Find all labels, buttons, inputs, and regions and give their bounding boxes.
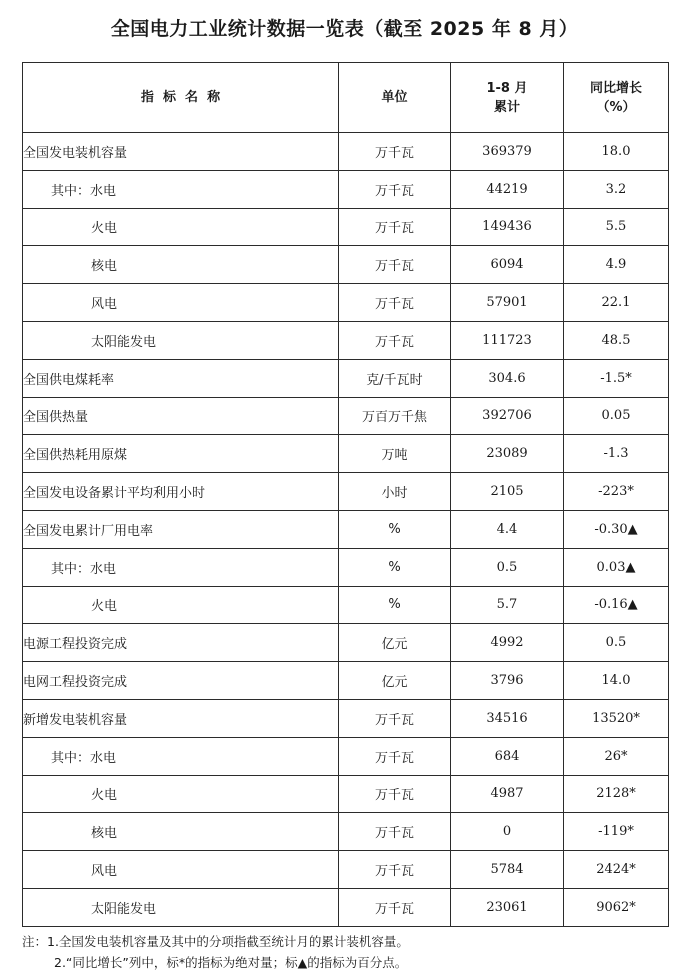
table-row [23, 284, 669, 322]
row-value: 34516 [451, 699, 564, 737]
footnote-1: 注：1.全国发电装机容量及其中的分项指截至统计月的累计装机容量。 [22, 934, 409, 949]
table-row [23, 851, 669, 889]
row-name: 核电 [23, 813, 339, 851]
row-value: 4992 [451, 624, 564, 662]
table-row [23, 170, 669, 208]
row-value: 4.4 [451, 510, 564, 548]
row-name: 风电 [23, 851, 339, 889]
row-yoy: -0.30▲ [564, 510, 669, 548]
row-yoy: 3.2 [564, 170, 669, 208]
row-name: 太阳能发电 [23, 888, 339, 926]
row-name: 风电 [23, 284, 339, 322]
row-name: 电源工程投资完成 [23, 624, 339, 662]
row-unit: 万千瓦 [339, 321, 451, 359]
row-value: 3796 [451, 662, 564, 700]
table-row [23, 548, 669, 586]
table-row [23, 775, 669, 813]
row-name: 火电 [23, 208, 339, 246]
table-row [23, 624, 669, 662]
row-unit: 万千瓦 [339, 699, 451, 737]
row-yoy: -0.16▲ [564, 586, 669, 624]
row-unit: 万吨 [339, 435, 451, 473]
row-value: 6094 [451, 246, 564, 284]
header-yoy-line2: （%） [596, 99, 636, 115]
row-unit: 万百万千焦 [339, 397, 451, 435]
row-unit: 亿元 [339, 624, 451, 662]
row-value: 0 [451, 813, 564, 851]
row-yoy: 0.05 [564, 397, 669, 435]
table-row [23, 586, 669, 624]
table-row [23, 510, 669, 548]
table-row [23, 473, 669, 511]
statistics-table [22, 62, 669, 927]
table-row [23, 359, 669, 397]
row-value: 684 [451, 737, 564, 775]
table-row [23, 662, 669, 700]
row-name: 新增发电装机容量 [23, 699, 339, 737]
row-yoy: 48.5 [564, 321, 669, 359]
row-value: 304.6 [451, 359, 564, 397]
row-unit: 万千瓦 [339, 813, 451, 851]
row-yoy: 0.5 [564, 624, 669, 662]
header-unit: 单位 [339, 63, 451, 133]
row-unit: % [339, 510, 451, 548]
row-value: 44219 [451, 170, 564, 208]
table-header-row [23, 63, 669, 133]
row-yoy: 2424* [564, 851, 669, 889]
row-value: 2105 [451, 473, 564, 511]
row-unit: 万千瓦 [339, 208, 451, 246]
footnote-2: 2.“同比增长”列中，标*的指标为绝对量；标▲的指标为百分点。 [54, 955, 408, 970]
header-cumulative-line1: 1-8 月 [486, 80, 528, 96]
row-yoy: 22.1 [564, 284, 669, 322]
row-yoy: 4.9 [564, 246, 669, 284]
row-name: 其中：水电 [23, 737, 339, 775]
row-name: 全国供电煤耗率 [23, 359, 339, 397]
header-yoy [564, 63, 669, 133]
row-value: 57901 [451, 284, 564, 322]
row-name: 火电 [23, 586, 339, 624]
row-name: 其中：水电 [23, 548, 339, 586]
row-value: 5784 [451, 851, 564, 889]
row-yoy: 0.03▲ [564, 548, 669, 586]
row-value: 23061 [451, 888, 564, 926]
row-yoy: -1.3 [564, 435, 669, 473]
page-title: 全国电力工业统计数据一览表（截至 2025 年 8 月） [110, 18, 579, 40]
row-unit: 万千瓦 [339, 851, 451, 889]
table-row [23, 397, 669, 435]
row-yoy: 26* [564, 737, 669, 775]
row-name: 其中：水电 [23, 170, 339, 208]
row-name: 全国发电累计厂用电率 [23, 510, 339, 548]
row-unit: % [339, 586, 451, 624]
row-value: 4987 [451, 775, 564, 813]
row-unit: % [339, 548, 451, 586]
row-value: 392706 [451, 397, 564, 435]
row-name: 全国发电设备累计平均利用小时 [23, 473, 339, 511]
row-yoy: -119* [564, 813, 669, 851]
row-unit: 万千瓦 [339, 284, 451, 322]
row-name: 全国发电装机容量 [23, 133, 339, 171]
table-row [23, 133, 669, 171]
row-yoy: 14.0 [564, 662, 669, 700]
row-yoy: 2128* [564, 775, 669, 813]
row-name: 电网工程投资完成 [23, 662, 339, 700]
row-yoy: 5.5 [564, 208, 669, 246]
footnotes [22, 931, 682, 973]
row-value: 5.7 [451, 586, 564, 624]
row-yoy: 18.0 [564, 133, 669, 171]
row-yoy: 13520* [564, 699, 669, 737]
row-yoy: -223* [564, 473, 669, 511]
row-value: 111723 [451, 321, 564, 359]
row-unit: 小时 [339, 473, 451, 511]
row-name: 全国供热量 [23, 397, 339, 435]
header-cumulative [451, 63, 564, 133]
table-row [23, 208, 669, 246]
row-unit: 亿元 [339, 662, 451, 700]
row-value: 149436 [451, 208, 564, 246]
row-unit: 万千瓦 [339, 133, 451, 171]
row-name: 太阳能发电 [23, 321, 339, 359]
table-row [23, 888, 669, 926]
row-unit: 克/千瓦时 [339, 359, 451, 397]
row-unit: 万千瓦 [339, 775, 451, 813]
row-value: 0.5 [451, 548, 564, 586]
row-value: 23089 [451, 435, 564, 473]
row-unit: 万千瓦 [339, 170, 451, 208]
row-name: 核电 [23, 246, 339, 284]
table-row [23, 737, 669, 775]
table-row [23, 813, 669, 851]
header-cumulative-line2: 累计 [493, 99, 520, 115]
header-indicator: 指 标 名 称 [23, 63, 339, 133]
row-unit: 万千瓦 [339, 888, 451, 926]
table-row [23, 699, 669, 737]
table-row [23, 321, 669, 359]
row-unit: 万千瓦 [339, 737, 451, 775]
row-name: 全国供热耗用原煤 [23, 435, 339, 473]
row-value: 369379 [451, 133, 564, 171]
table-row [23, 246, 669, 284]
row-name: 火电 [23, 775, 339, 813]
row-unit: 万千瓦 [339, 246, 451, 284]
row-yoy: 9062* [564, 888, 669, 926]
table-row [23, 435, 669, 473]
row-yoy: -1.5* [564, 359, 669, 397]
header-yoy-line1: 同比增长 [589, 80, 642, 96]
